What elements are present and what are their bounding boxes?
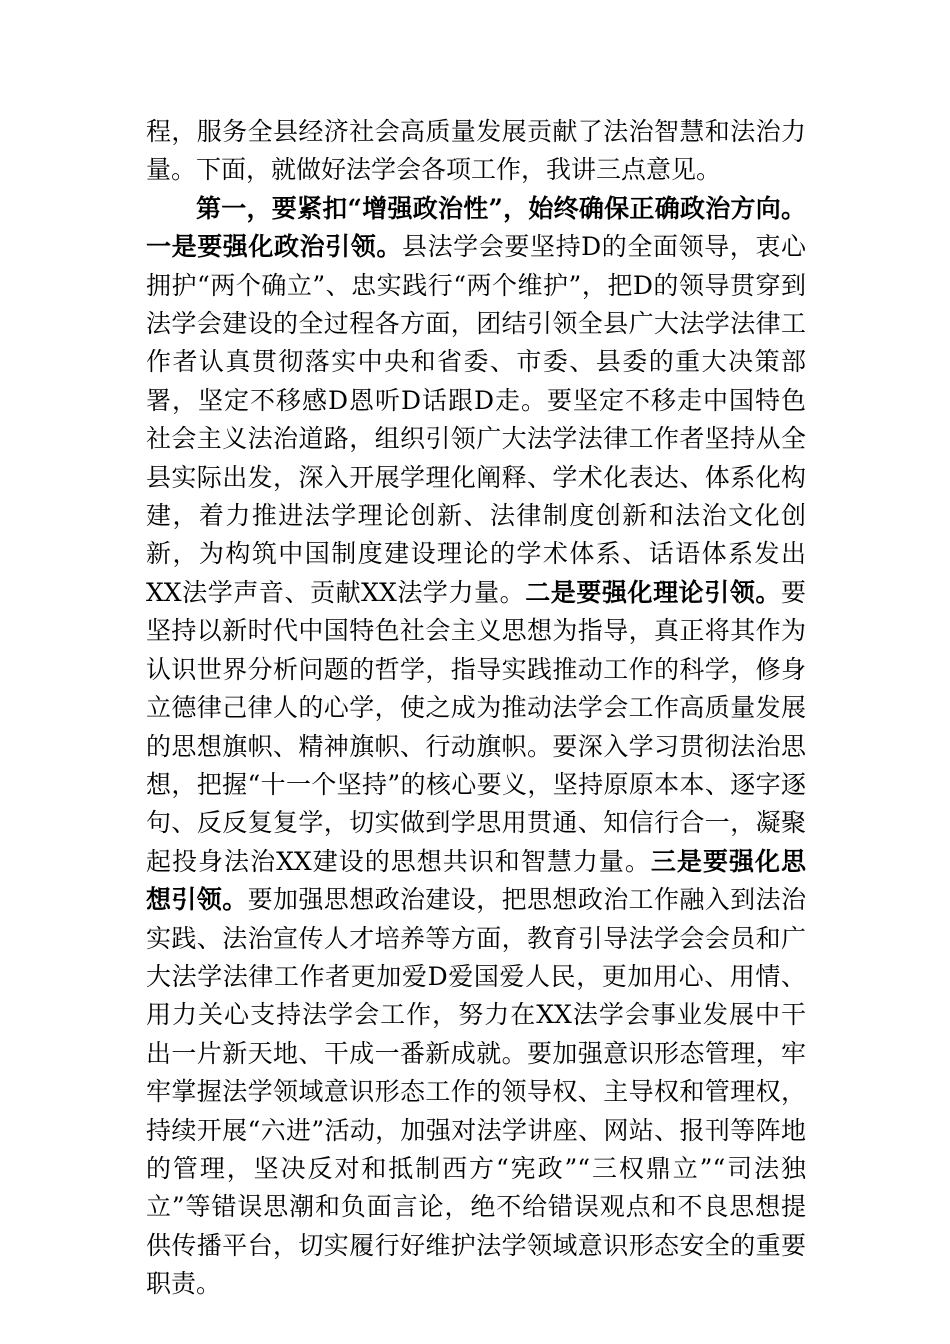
point-one-body: 县法学会要坚持D的全面领导，衷心拥护“两个确立”、忠实践行“两个维护”，把D的领导贯穿到法学会建设的全过程各方面，团结引领全县广大法学法律工作者认真贯彻落实中央和省委、市委、县委的重大决策部署，坚定不移感D恩听D话跟D走。要坚定不移走中国特色社会主义法治道路，组织引领广大法学法律工作者坚持从全县实际出发，深入开展学理化阐释、学术化表达、体系化构建，着力推进法学理论创新、法律制度创新和法治文化创新，为构筑中国制度建设理论的学术体系、话语体系发出XX法学声音、贡献XX法学力量。: [146, 232, 806, 607]
paragraph-section-one: [146, 190, 806, 1304]
point-three-body: 要加强思想政治建设，把思想政治工作融入到法治实践、法治宣传人才培养等方面，教育引导法学会会员和广大法学法律工作者更加爱D爱国爱人民，更加用心、用情、用力关心支持法学会工作，努力在XX法学会事业发展中干出一片新天地、干成一番新成就。要加强意识形态管理，牢牢掌握法学领域意识形态工作的领导权、主导权和管理权，持续开展“六进”活动，加强对法学讲座、网站、报刊等阵地的管理，坚决反对和抵制西方“宪政”“三权鼎立”“司法独立”等错误思潮和负面言论，绝不给错误观点和不良思想提供传播平台，切实履行好维护法学领域意识形态安全的重要职责。: [146, 885, 806, 1299]
paragraph-text: 程，服务全县经济社会高质量发展贡献了法治智慧和法治力量。下面，就做好法学会各项工作，我讲三点意见。: [146, 117, 806, 185]
section-heading: 第一，要紧扣“增强政治性”，始终确保正确政治方向。: [196, 193, 806, 223]
paragraph-continuation: [146, 113, 806, 190]
point-two-title: 二是要强化理论引领。: [525, 577, 781, 607]
document-page: [146, 113, 806, 1304]
point-three-title: 三是要强化思想引领。: [146, 846, 806, 915]
point-two-body: 要坚持以新时代中国特色社会主义思想为指导，真正将其作为认识世界分析问题的哲学，指导实践推动工作的科学，修身立德律己律人的心学，使之成为推动法学会工作高质量发展的思想旗帜、精神旗帜、行动旗帜。要深入学习贯彻法治思想，把握“十一个坚持”的核心要义，坚持原原本本、逐字逐句、反反复复学，切实做到学思用贯通、知信行合一，凝聚起投身法治XX建设的思想共识和智慧力量。: [146, 577, 806, 876]
point-one-title: 一是要强化政治引领。: [146, 232, 402, 262]
